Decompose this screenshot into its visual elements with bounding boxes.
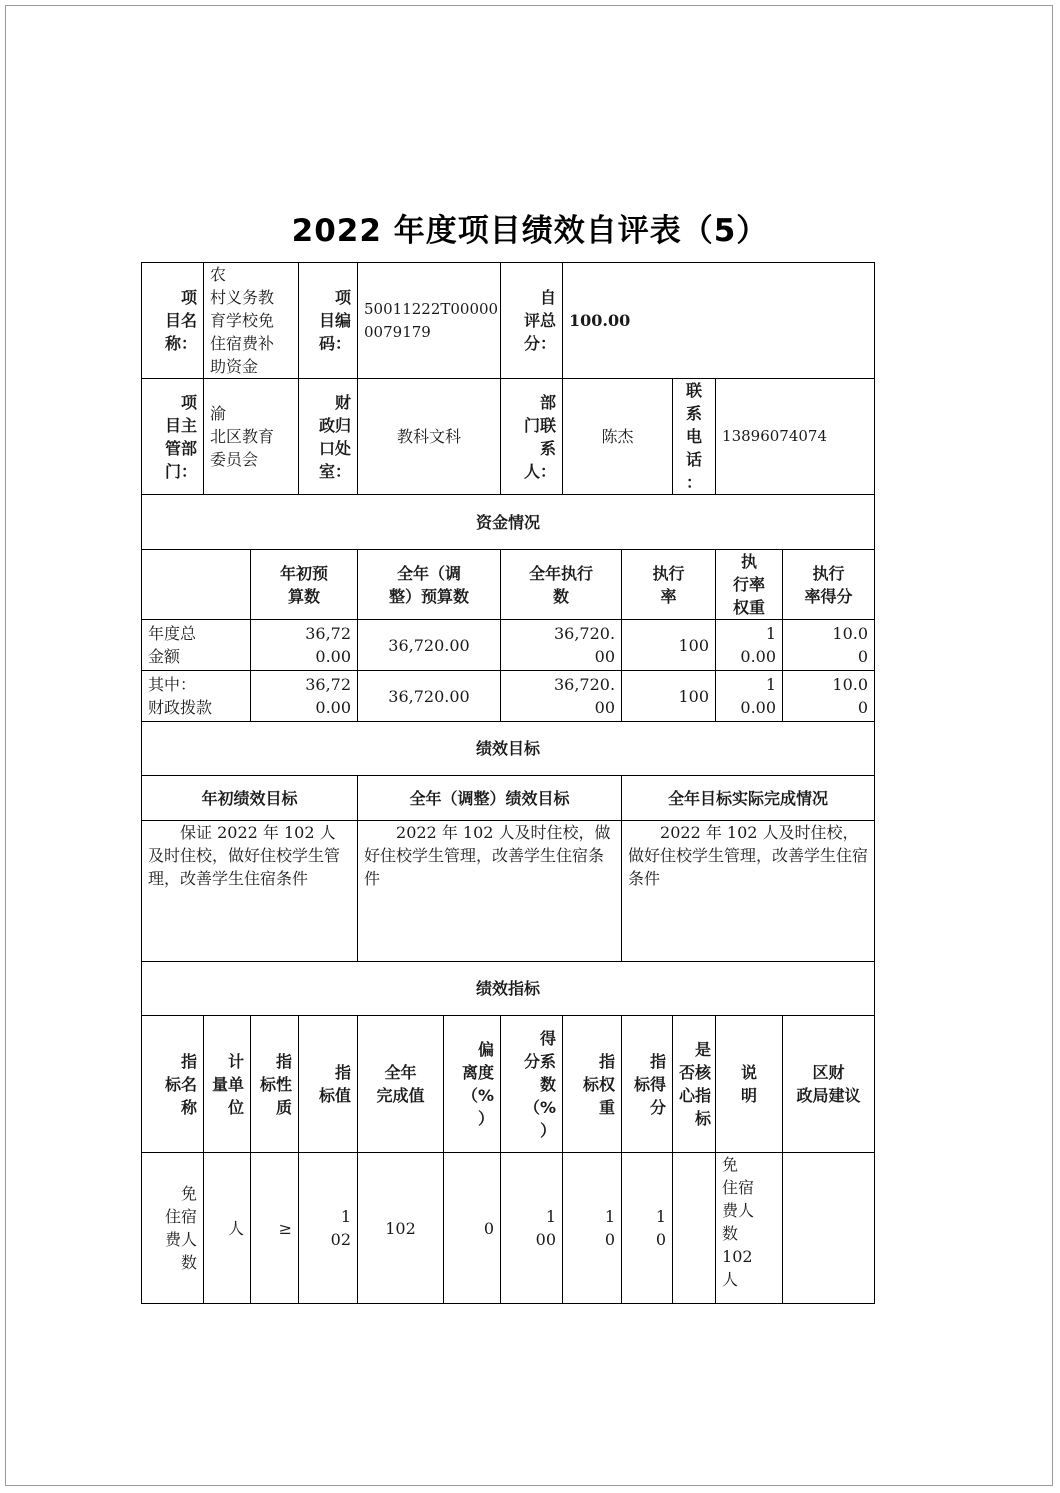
funds-cell: 1 0.00 (716, 671, 783, 722)
funds-cell: 100 (622, 620, 716, 671)
ind-col-value: 指 标值 (299, 1016, 358, 1153)
indicators-section-row (142, 962, 875, 1016)
project-code-label: 项 目编 码： (299, 263, 358, 379)
ind-col-unit: 计 量单 位 (204, 1016, 251, 1153)
goals-col-initial: 年初绩效目标 (142, 776, 358, 821)
ind-cell-name: 免 住宿 费人 数 (142, 1153, 204, 1304)
funds-cell: 36,720.00 (358, 671, 501, 722)
funds-cell: 36,720. 00 (501, 671, 622, 722)
ind-cell-note: 免 住宿 费人 数 102 人 (716, 1153, 783, 1304)
indicators-header-row (142, 1016, 875, 1153)
funds-section-title: 资金情况 (142, 495, 875, 550)
funds-row-label: 其中： 财政拨款 (142, 671, 251, 722)
department-info-row (142, 379, 875, 495)
funds-cell: 10.0 0 (783, 620, 875, 671)
funds-cell: 36,720.00 (358, 620, 501, 671)
ind-col-coefficient: 得 分系 数 （% ） (501, 1016, 563, 1153)
contact-value: 陈杰 (563, 379, 673, 495)
funds-cell: 36,72 0.00 (251, 671, 358, 722)
dept-value: 渝 北区教育 委员会 (204, 379, 299, 495)
goals-header-row (142, 776, 875, 821)
finance-office-value: 教科文科 (358, 379, 501, 495)
funds-cell: 36,720. 00 (501, 620, 622, 671)
self-score-value: 100.00 (563, 263, 875, 379)
funds-col-rate-score: 执行 率得分 (783, 550, 875, 620)
self-evaluation-table (141, 262, 875, 1304)
ind-cell-core (673, 1153, 716, 1304)
funds-col-exec-rate: 执行 率 (622, 550, 716, 620)
funds-row-fiscal (142, 671, 875, 722)
indicators-section-title: 绩效指标 (142, 962, 875, 1016)
funds-cell: 10.0 0 (783, 671, 875, 722)
funds-col-rate-weight: 执 行率 权重 (716, 550, 783, 620)
ind-cell-completed: 102 (358, 1153, 444, 1304)
document-title: 2022 年度项目绩效自评表（5） (291, 213, 769, 249)
project-name-value: 农 村义务教 育学校免 住宿费补 助资金 (204, 263, 299, 379)
ind-cell-unit: 人 (204, 1153, 251, 1304)
ind-col-nature: 指 标性 质 (251, 1016, 299, 1153)
ind-cell-score: 1 0 (622, 1153, 673, 1304)
indicators-data-row (142, 1153, 875, 1304)
ind-cell-value: 1 02 (299, 1153, 358, 1304)
ind-col-weight: 指 标权 重 (563, 1016, 622, 1153)
goals-col-actual: 全年目标实际完成情况 (622, 776, 875, 821)
funds-cell: 100 (622, 671, 716, 722)
ind-cell-deviation: 0 (444, 1153, 501, 1304)
funds-col-adjusted-budget: 全年（调 整）预算数 (358, 550, 501, 620)
goals-col-adjusted: 全年（调整）绩效目标 (358, 776, 622, 821)
self-score-label: 自 评总 分： (501, 263, 563, 379)
ind-cell-suggestion (783, 1153, 875, 1304)
project-code-value: 50011222T00000 0079179 (358, 263, 501, 379)
ind-col-deviation: 偏 离度 （% ） (444, 1016, 501, 1153)
ind-col-name: 指 标名 称 (142, 1016, 204, 1153)
funds-col-initial-budget: 年初预 算数 (251, 550, 358, 620)
ind-col-core: 是 否核 心指 标 (673, 1016, 716, 1153)
goals-section-row (142, 722, 875, 776)
funds-cell: 1 0.00 (716, 620, 783, 671)
finance-office-label: 财 政归 口处 室： (299, 379, 358, 495)
funds-section-row (142, 495, 875, 550)
dept-label: 项 目主 管部 门： (142, 379, 204, 495)
funds-row-total (142, 620, 875, 671)
project-name-label: 项 目名 称： (142, 263, 204, 379)
funds-header-blank (142, 550, 251, 620)
phone-value: 13896074074 (716, 379, 875, 495)
ind-col-suggestion: 区财 政局建议 (783, 1016, 875, 1153)
funds-col-executed: 全年执行 数 (501, 550, 622, 620)
goals-initial-value: 保证 2022 年 102 人及时住校，做好住校学生管理，改善学生住宿条件 (142, 821, 358, 962)
ind-col-completed: 全年 完成值 (358, 1016, 444, 1153)
ind-col-score: 指 标得 分 (622, 1016, 673, 1153)
ind-cell-nature: ≥ (251, 1153, 299, 1304)
contact-label: 部 门联 系 人： (501, 379, 563, 495)
ind-cell-weight: 1 0 (563, 1153, 622, 1304)
goals-actual-value: 2022 年 102 人及时住校，做好住校学生管理，改善学生住宿条件 (622, 821, 875, 962)
project-info-row (142, 263, 875, 379)
ind-cell-coefficient: 1 00 (501, 1153, 563, 1304)
goals-adjusted-value: 2022 年 102 人及时住校，做好住校学生管理，改善学生住宿条件 (358, 821, 622, 962)
goals-value-row (142, 821, 875, 962)
funds-row-label: 年度总 金额 (142, 620, 251, 671)
funds-cell: 36,72 0.00 (251, 620, 358, 671)
phone-label: 联 系 电 话 ： (673, 379, 716, 495)
ind-col-note: 说 明 (716, 1016, 783, 1153)
funds-header-row (142, 550, 875, 620)
goals-section-title: 绩效目标 (142, 722, 875, 776)
